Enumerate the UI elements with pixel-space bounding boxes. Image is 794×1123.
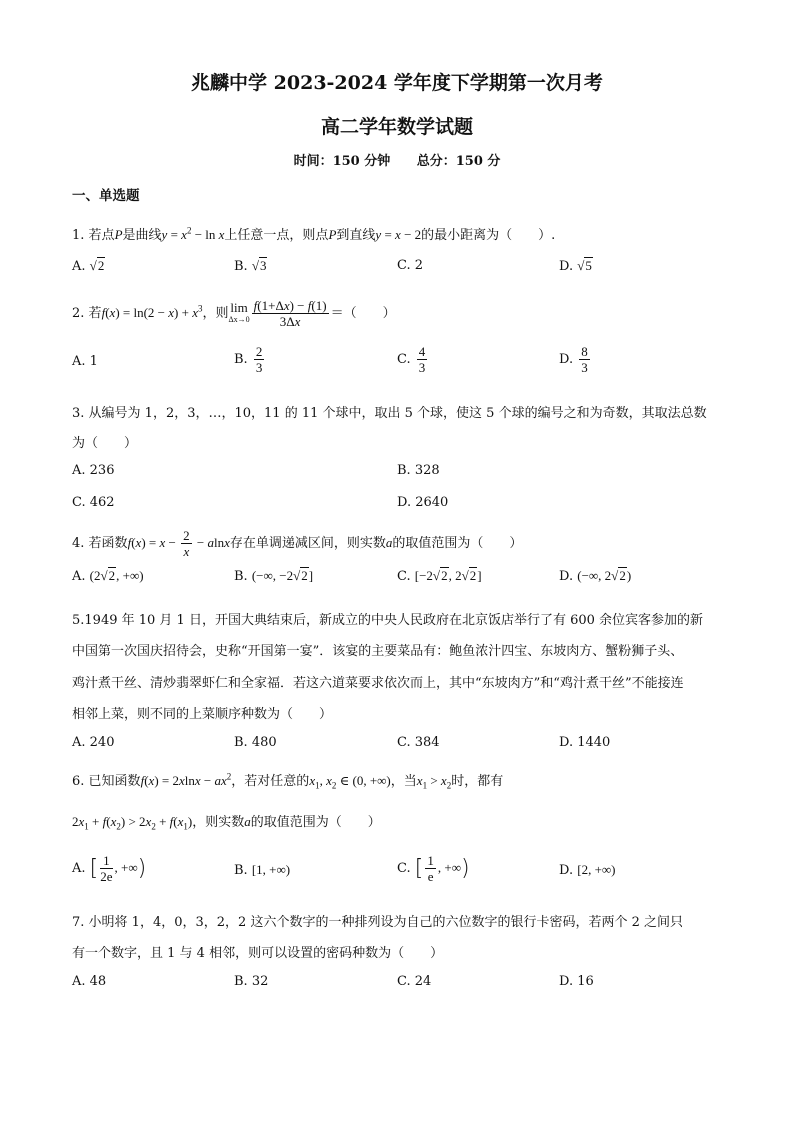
question-4: 4. 若函数f(x) = x − $\frac{2}{x}$ − alnx存在单调递减区间，则实数a的取值范围为（ ） bbox=[72, 528, 523, 559]
q2-option-b: B. $\frac{2}{3}$ bbox=[234, 344, 263, 375]
question-7-cont: 有一个数字，且 1 与 4 相邻，则可以设置的密码种数为（ ） bbox=[72, 946, 444, 961]
question-5-line4: 相邻上菜，则不同的上菜顺序种数为（ ） bbox=[72, 707, 333, 722]
exam-title: 兆麟中学 2023-2024 学年度下学期第一次月考 bbox=[191, 72, 603, 94]
q4-option-d: D. (−∞, 2√2) bbox=[559, 568, 632, 584]
question-3-cont: 为（ ） bbox=[72, 436, 138, 451]
exam-meta bbox=[0, 150, 794, 169]
section-heading: 一、单选题 bbox=[72, 188, 140, 204]
question-5-line3: 鸡汁煮干丝、清炒翡翠虾仁和全家福．若这六道菜要求依次而上，其中“东坡肉方”和“鸡汁煮干丝”不能接连 bbox=[72, 676, 684, 691]
q1-option-b: B. √3 bbox=[234, 258, 267, 274]
q1-option-c: C. 2 bbox=[397, 258, 424, 273]
question-5: 5.1949 年 10 月 1 日，开国大典结束后，新成立的中央人民政府在北京饭店举行了有 600 余位宾客参加的新 bbox=[72, 613, 704, 628]
exam-score: 总分：150 分 bbox=[416, 154, 501, 169]
question-1: 1. 若点P是曲线$y = x^2 - \ln x$上任意一点，则点P到直线y = x − 2的最小距离为（ ）. bbox=[72, 225, 556, 243]
q3-option-d: D. 2640 bbox=[397, 495, 449, 510]
q2-option-c: C. $\frac{4}{3}$ bbox=[397, 344, 426, 375]
q1-option-a: A. √2 bbox=[72, 258, 105, 274]
q1-option-d: D. √5 bbox=[559, 258, 592, 274]
q4-option-b: B. (−∞, −2√2] bbox=[234, 568, 314, 584]
q7-option-d: D. 16 bbox=[559, 974, 594, 989]
exam-time: 时间：150 分钟 bbox=[293, 154, 391, 169]
q6-option-a: A. [ $\frac{1}{2e}$ , +∞) bbox=[72, 853, 147, 884]
q5-option-b: B. 480 bbox=[234, 735, 277, 750]
q7-option-b: B. 32 bbox=[234, 974, 269, 989]
q2-option-d: D. $\frac{8}{3}$ bbox=[559, 344, 588, 375]
q3-option-a: A. 236 bbox=[72, 463, 115, 478]
q6-option-b: B. [1, +∞) bbox=[234, 862, 291, 878]
q6-option-c: C. [ $\frac{1}{e}$ , +∞) bbox=[397, 853, 470, 884]
q4-option-c: C. [−2√2, 2√2] bbox=[397, 568, 482, 584]
exam-subtitle: 高二学年数学试题 bbox=[320, 116, 473, 138]
q6-option-d: D. [2, +∞) bbox=[559, 862, 616, 878]
q3-option-b: B. 328 bbox=[397, 463, 440, 478]
q7-option-a: A. 48 bbox=[72, 974, 107, 989]
q4-option-a: A. (2√2, +∞) bbox=[72, 568, 144, 584]
q5-option-a: A. 240 bbox=[72, 735, 115, 750]
question-2: 2. 若$f(x) = \ln(2 - x) + x^3$，则 lim Δx→0 $\frac{f(1+\Delta x) - f(1)}{3\Delta x}$ ＝（ ） bbox=[72, 298, 396, 329]
question-3: 3. 从编号为 1，2，3，…，10，11 的 11 个球中，取出 5 个球，使这 5 个球的编号之和为奇数，其取法总数 bbox=[72, 406, 707, 421]
q5-option-d: D. 1440 bbox=[559, 735, 611, 750]
question-6: 6. 已知函数$f(x) = 2xlnx - ax^2$，若对任意的$x_1$, $x_2$ ∈ (0, +∞)，当$x_1 > x_2$时，都有 bbox=[72, 771, 504, 791]
q5-option-c: C. 384 bbox=[397, 735, 440, 750]
question-5-line2: 中国第一次国庆招待会，史称“开国第一宴”．该宴的主要菜品有：鲍鱼浓汁四宝、东坡肉方、蟹粉狮子头、 bbox=[72, 644, 684, 659]
question-6-cont: $2x_1 + f(x_2) > 2x_2 + f(x_1)$，则实数a的取值范围为（ ） bbox=[72, 814, 381, 832]
q3-option-c: C. 462 bbox=[72, 495, 115, 510]
question-7: 7. 小明将 1，4，0，3，2，2 这六个数字的一种排列设为自己的六位数字的银行卡密码，若两个 2 之间只 bbox=[72, 915, 683, 930]
q7-option-c: C. 24 bbox=[397, 974, 432, 989]
q2-option-a: A. 1 bbox=[72, 354, 98, 369]
